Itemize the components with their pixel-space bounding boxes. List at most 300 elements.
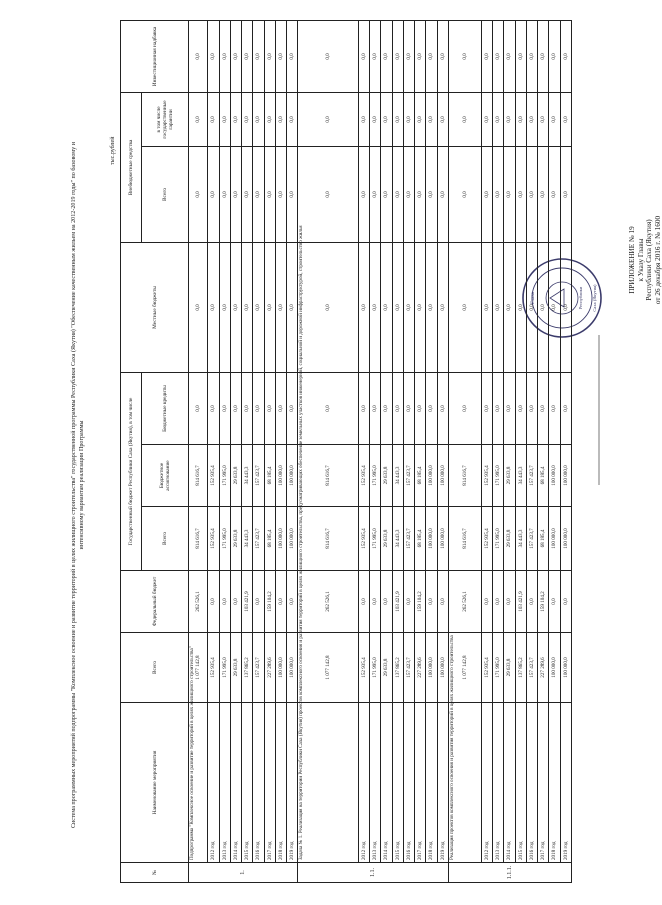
year-cell: 2013 год: [370, 703, 381, 863]
summary-cell: 262 526,1: [189, 571, 208, 633]
value-cell: 0,0: [415, 146, 426, 242]
summary-cell: 1 077 142,8: [448, 633, 481, 703]
value-cell: 0,0: [426, 242, 437, 372]
value-cell: 0,0: [538, 92, 549, 146]
value-cell: 0,0: [415, 20, 426, 92]
value-cell: 0,0: [392, 146, 403, 242]
value-cell: 0,0: [549, 372, 560, 444]
appendix-line: к Указу Главы: [636, 238, 645, 282]
value-cell: 0,0: [242, 242, 253, 372]
value-cell: 0,0: [560, 571, 572, 633]
value-cell: 152 935,4: [481, 633, 492, 703]
value-cell: 0,0: [381, 146, 392, 242]
header-name: Наименование мероприятия: [121, 703, 189, 863]
value-cell: 0,0: [526, 92, 537, 146]
value-cell: 157 423,7: [526, 507, 537, 571]
seal-text: Саха (Якутия): [592, 284, 597, 312]
value-cell: 29 633,8: [504, 507, 515, 571]
document-heading: Система программных мероприятий подпрограммы "Комплексное освоение и развитие территорий в целях жилищного строительства" государственной программы Республики Саха (Якутия) "Обеспечение качественным жильем на 2012-2019 годы" по базовому и интенсивному вариантам реализации Программы: [71, 142, 85, 829]
value-cell: 0,0: [370, 571, 381, 633]
value-cell: 0,0: [426, 146, 437, 242]
table-row: [275, 20, 286, 882]
value-cell: 34 443,3: [242, 507, 253, 571]
value-cell: 0,0: [549, 571, 560, 633]
value-cell: 0,0: [287, 571, 298, 633]
value-cell: 0,0: [208, 571, 219, 633]
year-cell: 2013 год: [219, 703, 230, 863]
table-row: [381, 20, 392, 882]
table-row: [287, 20, 298, 882]
year-cell: 2018 год: [426, 703, 437, 863]
value-cell: 0,0: [253, 242, 264, 372]
value-cell: 29 633,8: [504, 445, 515, 507]
summary-cell: 1 077 142,8: [298, 633, 359, 703]
value-cell: 0,0: [264, 92, 275, 146]
row-code: 1.: [189, 863, 298, 883]
value-cell: 0,0: [287, 92, 298, 146]
value-cell: 100 000,0: [275, 633, 286, 703]
value-cell: 0,0: [219, 146, 230, 242]
value-cell: 0,0: [230, 372, 241, 444]
value-cell: 29 633,8: [504, 633, 515, 703]
table-row: [526, 20, 537, 882]
summary-cell: 0,0: [189, 92, 208, 146]
value-cell: 100 000,0: [437, 507, 448, 571]
value-cell: 0,0: [242, 92, 253, 146]
value-cell: 0,0: [392, 242, 403, 372]
value-cell: 171 995,0: [219, 633, 230, 703]
summary-cell: 814 616,7: [448, 445, 481, 507]
value-cell: 0,0: [504, 242, 515, 372]
value-cell: 68 185,4: [538, 507, 549, 571]
header-state-total: Всего: [142, 507, 189, 571]
value-cell: 0,0: [358, 571, 369, 633]
value-cell: 0,0: [515, 146, 526, 242]
year-cell: 2019 год: [560, 703, 572, 863]
value-cell: 68 185,4: [538, 445, 549, 507]
value-cell: 152 935,4: [481, 507, 492, 571]
value-cell: 100 000,0: [426, 633, 437, 703]
summary-cell: 0,0: [298, 242, 359, 372]
value-cell: 0,0: [208, 372, 219, 444]
value-cell: 171 995,0: [370, 445, 381, 507]
year-cell: 2018 год: [275, 703, 286, 863]
value-cell: 137 865,2: [242, 633, 253, 703]
table-row: [426, 20, 437, 882]
value-cell: 0,0: [230, 20, 241, 92]
value-cell: 152 935,4: [208, 445, 219, 507]
value-cell: 100 000,0: [437, 445, 448, 507]
value-cell: 0,0: [219, 242, 230, 372]
value-cell: 34 443,3: [242, 445, 253, 507]
value-cell: 103 421,9: [392, 571, 403, 633]
value-cell: 0,0: [515, 20, 526, 92]
appendix-block: [628, 95, 662, 425]
value-cell: 100 000,0: [426, 507, 437, 571]
table-row: [219, 20, 230, 882]
year-cell: 2017 год: [264, 703, 275, 863]
table-row: [515, 20, 526, 882]
value-cell: 0,0: [481, 571, 492, 633]
header-extra-state: в том числе государственные гарантии: [142, 92, 189, 146]
value-cell: 0,0: [253, 92, 264, 146]
value-cell: 29 633,8: [381, 507, 392, 571]
value-cell: 171 995,0: [493, 445, 504, 507]
row-name: Подпрограмма "Комплексное освоение и развитие территорий в целях жилищного строительства": [189, 703, 208, 863]
row-name: Реализация проектов комплексного освоения и развития территорий в целях жилищного строительства: [448, 703, 481, 863]
value-cell: 157 423,7: [403, 507, 414, 571]
value-cell: 100 000,0: [549, 633, 560, 703]
value-cell: 29 633,8: [230, 633, 241, 703]
value-cell: 0,0: [560, 146, 572, 242]
value-cell: 103 421,9: [515, 571, 526, 633]
value-cell: 0,0: [504, 92, 515, 146]
value-cell: 171 995,0: [493, 507, 504, 571]
year-cell: 2016 год: [403, 703, 414, 863]
value-cell: 100 000,0: [549, 507, 560, 571]
table-row: [230, 20, 241, 882]
pencil-line: [598, 335, 600, 485]
value-cell: 0,0: [538, 20, 549, 92]
value-cell: 0,0: [426, 372, 437, 444]
value-cell: 0,0: [381, 92, 392, 146]
value-cell: 0,0: [242, 20, 253, 92]
year-cell: 2012 год: [208, 703, 219, 863]
value-cell: 0,0: [538, 372, 549, 444]
summary-cell: 1 077 142,8: [189, 633, 208, 703]
value-cell: 0,0: [208, 92, 219, 146]
value-cell: 0,0: [560, 372, 572, 444]
header-total: Всего: [121, 633, 189, 703]
table-row: [415, 20, 426, 882]
seal-text: Глава: [531, 292, 536, 304]
value-cell: 0,0: [504, 20, 515, 92]
value-cell: 100 000,0: [275, 507, 286, 571]
value-cell: 0,0: [504, 146, 515, 242]
year-cell: 2016 год: [253, 703, 264, 863]
summary-cell: 0,0: [448, 20, 481, 92]
value-cell: 0,0: [549, 20, 560, 92]
value-cell: 34 443,3: [392, 507, 403, 571]
value-cell: 0,0: [515, 242, 526, 372]
header-num: №: [121, 863, 189, 883]
value-cell: 171 995,0: [493, 633, 504, 703]
value-cell: 0,0: [275, 242, 286, 372]
header-state-budget: Бюджетное ассигнование: [142, 445, 189, 507]
value-cell: 29 633,8: [381, 633, 392, 703]
value-cell: 0,0: [358, 92, 369, 146]
appendix-line: Республики Саха (Якутия): [645, 219, 653, 301]
table-row: [549, 20, 560, 882]
header-state: Государственный бюджет Республики Саха (Якутия), в том числе: [121, 372, 142, 570]
summary-cell: 262 526,1: [298, 571, 359, 633]
summary-cell: 0,0: [448, 242, 481, 372]
value-cell: 227 289,6: [264, 633, 275, 703]
value-cell: 0,0: [358, 242, 369, 372]
header-extra: Внебюджетные средства: [121, 92, 142, 242]
value-cell: 68 185,4: [415, 507, 426, 571]
value-cell: 171 995,0: [370, 507, 381, 571]
year-cell: 2015 год: [242, 703, 253, 863]
value-cell: 0,0: [253, 372, 264, 444]
year-cell: 2012 год: [358, 703, 369, 863]
table-row: [208, 20, 219, 882]
summary-cell: 0,0: [298, 146, 359, 242]
value-cell: 0,0: [242, 372, 253, 444]
year-cell: 2015 год: [392, 703, 403, 863]
value-cell: 0,0: [493, 571, 504, 633]
value-cell: 0,0: [493, 372, 504, 444]
value-cell: 0,0: [253, 20, 264, 92]
value-cell: 0,0: [437, 146, 448, 242]
row-name: Задача № 1. Реализация на территории Республики Саха (Якутия) проектов комплексного освоения и развития территорий в целях жилищного строительства, предусматривающих обеспечение земельных участков инженерной, социальной и дорожной инфраструктурой, строительство жилья: [298, 703, 359, 863]
units-label: тыс.рублей: [110, 136, 116, 165]
value-cell: 100 000,0: [560, 633, 572, 703]
value-cell: 100 000,0: [275, 445, 286, 507]
value-cell: 0,0: [264, 372, 275, 444]
year-cell: 2013 год: [493, 703, 504, 863]
value-cell: 0,0: [219, 571, 230, 633]
summary-cell: 814 616,7: [189, 445, 208, 507]
value-cell: 0,0: [526, 571, 537, 633]
summary-cell: 0,0: [298, 92, 359, 146]
value-cell: 0,0: [560, 20, 572, 92]
value-cell: 0,0: [437, 20, 448, 92]
value-cell: 0,0: [403, 372, 414, 444]
value-cell: 0,0: [493, 146, 504, 242]
table-row: [504, 20, 515, 882]
summary-cell: 0,0: [189, 20, 208, 92]
summary-cell: 0,0: [448, 372, 481, 444]
table-row: [242, 20, 253, 882]
value-cell: 0,0: [381, 571, 392, 633]
summary-cell: 814 616,7: [298, 445, 359, 507]
value-cell: 0,0: [230, 571, 241, 633]
table-row: [253, 20, 264, 882]
value-cell: 0,0: [538, 146, 549, 242]
value-cell: 103 421,9: [242, 571, 253, 633]
summary-cell: 0,0: [189, 242, 208, 372]
value-cell: 137 865,2: [392, 633, 403, 703]
value-cell: 0,0: [415, 372, 426, 444]
value-cell: 0,0: [275, 372, 286, 444]
table-row: [358, 20, 369, 882]
value-cell: 0,0: [481, 92, 492, 146]
value-cell: 0,0: [493, 92, 504, 146]
value-cell: 0,0: [526, 146, 537, 242]
value-cell: 0,0: [208, 242, 219, 372]
value-cell: 0,0: [242, 146, 253, 242]
value-cell: 0,0: [481, 372, 492, 444]
summary-cell: 0,0: [298, 20, 359, 92]
value-cell: 0,0: [437, 372, 448, 444]
value-cell: 0,0: [230, 242, 241, 372]
value-cell: 0,0: [219, 20, 230, 92]
value-cell: 0,0: [253, 571, 264, 633]
value-cell: 0,0: [230, 92, 241, 146]
value-cell: 0,0: [208, 146, 219, 242]
value-cell: 0,0: [392, 372, 403, 444]
value-cell: 34 443,3: [515, 445, 526, 507]
value-cell: 68 185,4: [415, 445, 426, 507]
table-row: [370, 20, 381, 882]
value-cell: 0,0: [549, 242, 560, 372]
appendix-title: ПРИЛОЖЕНИЕ № 19: [628, 226, 636, 294]
value-cell: 0,0: [358, 146, 369, 242]
value-cell: 0,0: [504, 372, 515, 444]
value-cell: 0,0: [560, 242, 572, 372]
value-cell: 0,0: [538, 242, 549, 372]
table-body: [189, 20, 572, 882]
table-row: [392, 20, 403, 882]
table-row: [481, 20, 492, 882]
value-cell: 0,0: [275, 571, 286, 633]
year-cell: 2015 год: [515, 703, 526, 863]
value-cell: 227 289,6: [415, 633, 426, 703]
value-cell: 0,0: [403, 92, 414, 146]
table-row: [264, 20, 275, 882]
table-row: [298, 20, 359, 882]
value-cell: 0,0: [504, 571, 515, 633]
value-cell: 0,0: [381, 242, 392, 372]
value-cell: 0,0: [481, 146, 492, 242]
table-row: [493, 20, 504, 882]
value-cell: 159 104,2: [264, 571, 275, 633]
appendix-date: от 26 декабря 2016 г. № 1600: [653, 215, 662, 305]
table-row: [560, 20, 572, 882]
value-cell: 0,0: [437, 571, 448, 633]
summary-cell: 0,0: [448, 92, 481, 146]
value-cell: 0,0: [493, 20, 504, 92]
value-cell: 0,0: [403, 571, 414, 633]
value-cell: 0,0: [275, 20, 286, 92]
year-cell: 2012 год: [481, 703, 492, 863]
table-row: [403, 20, 414, 882]
value-cell: 171 995,0: [219, 445, 230, 507]
value-cell: 100 000,0: [287, 633, 298, 703]
value-cell: 0,0: [426, 20, 437, 92]
value-cell: 157 423,7: [526, 445, 537, 507]
value-cell: 0,0: [287, 146, 298, 242]
summary-cell: 0,0: [189, 372, 208, 444]
table-row: [448, 20, 481, 882]
value-cell: 0,0: [358, 20, 369, 92]
year-cell: 2014 год: [230, 703, 241, 863]
value-cell: 0,0: [415, 242, 426, 372]
value-cell: 0,0: [549, 92, 560, 146]
value-cell: 68 185,4: [264, 507, 275, 571]
value-cell: 0,0: [370, 20, 381, 92]
value-cell: 0,0: [515, 92, 526, 146]
table-row: [437, 20, 448, 882]
value-cell: 0,0: [493, 242, 504, 372]
value-cell: 0,0: [264, 146, 275, 242]
value-cell: 159 104,2: [538, 571, 549, 633]
value-cell: 157 423,7: [526, 633, 537, 703]
value-cell: 152 935,4: [481, 445, 492, 507]
header-local: Местные бюджеты: [121, 242, 189, 372]
value-cell: 0,0: [208, 20, 219, 92]
value-cell: 100 000,0: [549, 445, 560, 507]
header-state-credit: Бюджетные кредиты: [142, 372, 189, 444]
summary-cell: 0,0: [189, 146, 208, 242]
summary-cell: 814 616,7: [448, 507, 481, 571]
value-cell: 0,0: [426, 571, 437, 633]
value-cell: 152 935,4: [208, 633, 219, 703]
value-cell: 0,0: [230, 146, 241, 242]
value-cell: 0,0: [437, 92, 448, 146]
value-cell: 0,0: [481, 20, 492, 92]
value-cell: 137 865,2: [515, 633, 526, 703]
value-cell: 0,0: [358, 372, 369, 444]
table-row: [189, 20, 208, 882]
value-cell: 0,0: [526, 242, 537, 372]
row-code: 1.1.1.: [448, 863, 571, 883]
value-cell: 157 423,7: [253, 633, 264, 703]
value-cell: 0,0: [481, 242, 492, 372]
value-cell: 29 633,8: [230, 507, 241, 571]
year-cell: 2018 год: [549, 703, 560, 863]
value-cell: 0,0: [370, 146, 381, 242]
value-cell: 0,0: [219, 372, 230, 444]
value-cell: 0,0: [526, 372, 537, 444]
value-cell: 34 443,3: [392, 445, 403, 507]
value-cell: 0,0: [287, 20, 298, 92]
value-cell: 0,0: [219, 92, 230, 146]
value-cell: 0,0: [403, 146, 414, 242]
value-cell: 0,0: [287, 372, 298, 444]
summary-cell: 814 616,7: [298, 507, 359, 571]
value-cell: 157 423,7: [253, 445, 264, 507]
value-cell: 0,0: [392, 92, 403, 146]
value-cell: 227 289,6: [538, 633, 549, 703]
value-cell: 0,0: [370, 92, 381, 146]
header-extra-total: Всего: [142, 146, 189, 242]
value-cell: 0,0: [526, 20, 537, 92]
value-cell: 100 000,0: [437, 633, 448, 703]
value-cell: 100 000,0: [560, 507, 572, 571]
year-cell: 2019 год: [437, 703, 448, 863]
value-cell: 0,0: [370, 242, 381, 372]
value-cell: 0,0: [287, 242, 298, 372]
header-invest: Инвестиционная надбавка: [121, 20, 189, 92]
value-cell: 152 935,4: [358, 507, 369, 571]
value-cell: 0,0: [381, 372, 392, 444]
value-cell: 171 995,0: [370, 633, 381, 703]
value-cell: 159 104,2: [415, 571, 426, 633]
seal-text: Республики: [578, 286, 583, 310]
value-cell: 0,0: [253, 146, 264, 242]
value-cell: 152 935,4: [358, 633, 369, 703]
value-cell: 0,0: [437, 242, 448, 372]
value-cell: 157 423,7: [403, 445, 414, 507]
header-federal: Федеральный бюджет: [121, 571, 189, 633]
value-cell: 0,0: [560, 92, 572, 146]
value-cell: 0,0: [264, 242, 275, 372]
value-cell: 0,0: [426, 92, 437, 146]
value-cell: 0,0: [515, 372, 526, 444]
program-table: [120, 20, 572, 883]
value-cell: 0,0: [403, 20, 414, 92]
year-cell: 2014 год: [381, 703, 392, 863]
year-cell: 2016 год: [526, 703, 537, 863]
value-cell: 29 633,8: [381, 445, 392, 507]
value-cell: 0,0: [392, 20, 403, 92]
year-cell: 2019 год: [287, 703, 298, 863]
value-cell: 0,0: [549, 146, 560, 242]
value-cell: 68 185,4: [264, 445, 275, 507]
value-cell: 0,0: [370, 372, 381, 444]
